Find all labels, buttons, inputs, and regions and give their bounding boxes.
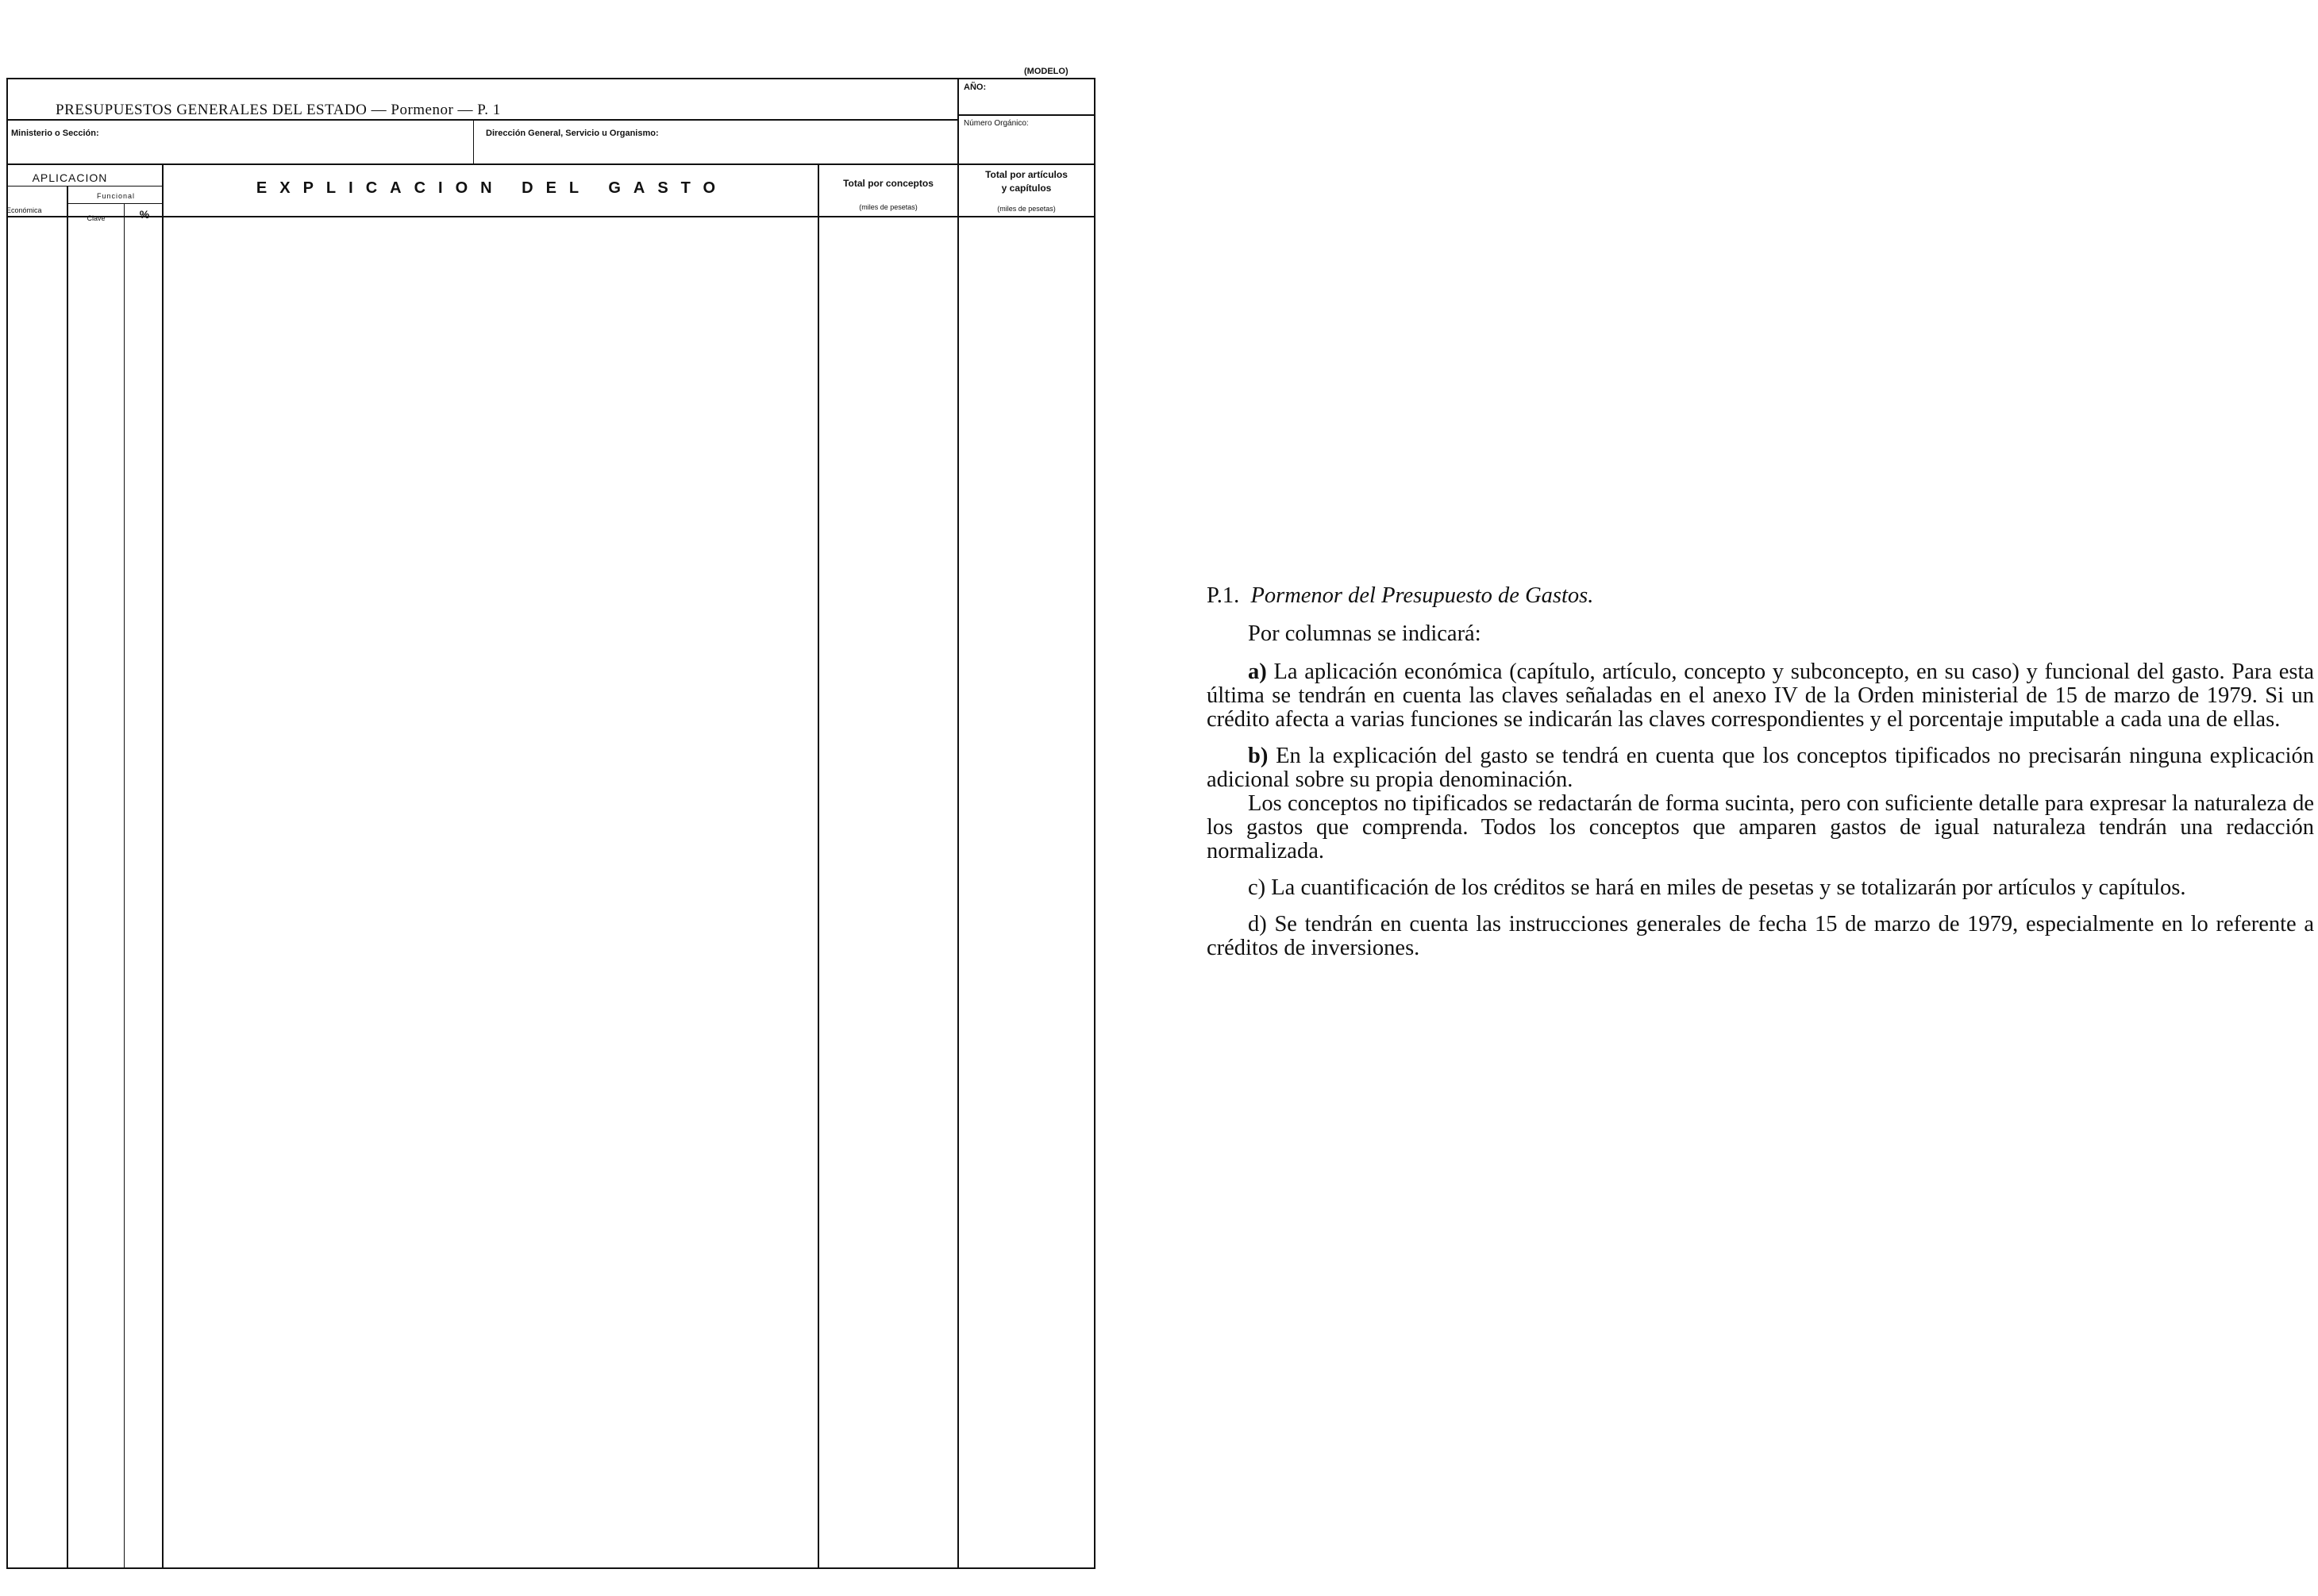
percent-label: % [139,208,150,221]
explicacion-label: EXPLICACION DEL GASTO [256,179,729,197]
instructions [1207,584,2314,960]
col-rule-clave [124,203,125,1569]
col-rule-aplicacion [162,163,164,1569]
header-divider-year [957,78,959,165]
header-rule-3 [6,216,1095,217]
col-rule-economica [67,186,68,1569]
instruction-item [1207,792,2314,863]
header-divider-directorate [473,119,474,165]
total-articulos-label [959,168,1094,195]
total-articulos-units: (miles de pesetas) [997,205,1056,213]
instruction-item [1207,660,2314,732]
form-border-top [6,78,1095,79]
item-marker: d) [1248,912,1267,936]
item-text: La cuantificación de los créditos se hará en miles de pesetas y se totalizarán por artículos y capítulos. [1271,875,2186,900]
col-rule-explicacion [818,163,819,1569]
item-marker: b) [1248,744,1269,768]
col-rule-conceptos [957,163,959,1569]
item-marker: a) [1248,660,1267,684]
instruction-item [1207,876,2314,900]
header-rule-year [957,114,1095,116]
economica-label: Económica [6,206,42,214]
title-number: P.1. [1207,583,1240,608]
item-marker: c) [1248,875,1266,900]
header-rule-1 [6,119,959,121]
header-rule-2 [6,163,1095,165]
instructions-title [1207,584,2314,608]
title-text: Pormenor del Presupuesto de Gastos. [1250,583,1594,608]
year-label: AÑO: [964,83,987,92]
form-border-right [1094,78,1095,1569]
item-text: La aplicación económica (capítulo, artículo, concepto y subconcepto, en su caso) y funcional del gasto. Para esta última se tendrán en cuenta las claves señaladas en el anexo IV de la Orden ministerial de 15 de marzo de 1979. Si un crédito afecta a varias funciones se indicarán las claves correspondientes y el porcentaje imputable a cada una de ellas. [1207,660,2315,732]
form-border-bottom [6,1567,1095,1569]
directorate-label: Dirección General, Servicio u Organismo: [486,129,659,138]
aplicacion-rule [6,186,164,187]
item-text: En la explicación del gasto se tendrá en cuenta que los conceptos tipificados no precisarán ninguna explicación adicional sobre su propia denominación. [1207,744,2314,792]
clave-label: Clave [87,214,106,222]
total-conceptos-label: Total por conceptos [843,178,934,189]
total-articulos-line-2: y capítulos [1001,183,1052,194]
funcional-label: Funcional [96,192,136,200]
funcional-rule [68,203,164,204]
instructions-intro: Por columnas se indicará: [1248,621,1481,646]
total-articulos-line-1: Total por artículos [985,169,1068,180]
instruction-item [1207,913,2314,960]
item-text: Los conceptos no tipificados se redactarán de forma sucinta, pero con suficiente detalle para expresar la naturaleza de los gastos que comprenda. Todos los conceptos que amparen gastos de igual naturaleza tendrán una redacción normalizada. [1207,791,2314,863]
total-conceptos-units: (miles de pesetas) [859,203,918,211]
instruction-item [1207,744,2314,792]
aplicacion-label: APLICACION [32,171,108,184]
organic-number-label: Número Orgánico: [964,119,1029,128]
item-text: Se tendrán en cuenta las instrucciones generales de fecha 15 de marzo de 1979, especialmente en lo referente a créditos de inversiones. [1207,912,2315,960]
form-code: (MODELO) [1024,67,1069,76]
form-border-left [6,78,8,1569]
ministry-label: Ministerio o Sección: [11,129,99,138]
form-title: PRESUPUESTOS GENERALES DEL ESTADO — Pormenor — P. 1 [56,102,501,118]
